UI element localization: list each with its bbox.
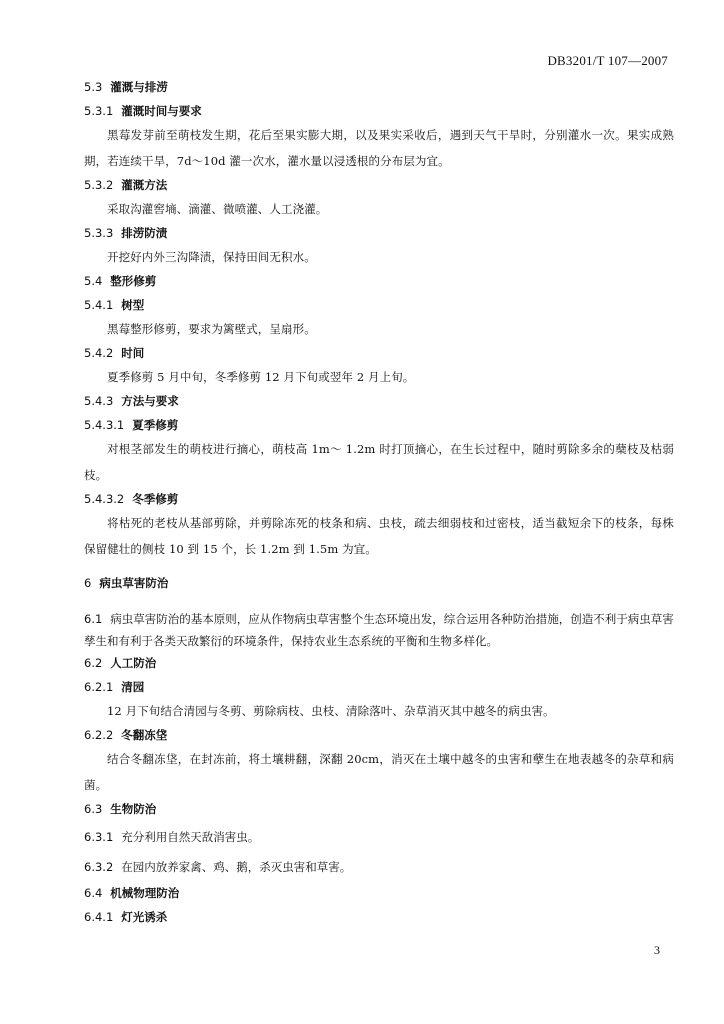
clause-title: 时间 (121, 346, 145, 360)
paragraph: 结合冬翻冻垡，在封冻前，将土壤耕翻，深翻 20cm，消灭在土壤中越冬的虫害和孽生在地表越冬的杂草和病菌。 (84, 752, 674, 792)
numbered-clause (84, 826, 674, 848)
paragraph: 黑莓发芽前至萌枝发生期，花后至果实膨大期，以及果实采收后，遇到天气干旱时，分别灌水一次。果实成熟期，若连续干旱，7d～10d 灌一次水，灌水量以浸透根的分布层为宜。 (84, 128, 674, 168)
clause-number: 5.4.3.2 (84, 492, 125, 506)
clause-number: 6.3.1 (84, 830, 114, 844)
clause-title: 灌溉与排涝 (110, 80, 168, 94)
clause-number: 5.4 (84, 274, 103, 288)
clause-heading (84, 656, 674, 670)
clause-title: 夏季修剪 (132, 418, 179, 432)
clause-text: 充分利用自然天敌消害虫。 (121, 830, 260, 844)
paragraph: 黑莓整形修剪，要求为篱壁式，呈扇形。 (107, 322, 316, 336)
clause-number: 5.3 (84, 80, 103, 94)
clause-heading (84, 728, 674, 742)
clause-number: 6.2.1 (84, 680, 114, 694)
clause-title: 冬季修剪 (132, 492, 179, 506)
clause-title: 清园 (121, 680, 145, 694)
clause-heading (84, 394, 674, 408)
clause-number: 6.2.2 (84, 728, 114, 742)
clause-number: 6.2 (84, 656, 103, 670)
clause-title: 排涝防渍 (121, 226, 168, 240)
numbered-clause (84, 608, 674, 652)
paragraph: 开挖好内外三沟降渍，保持田间无积水。 (107, 250, 316, 264)
document-code: DB3201/T 107—2007 (547, 53, 668, 68)
clause-heading (84, 418, 674, 432)
clause-text: 在园内放养家禽、鸡、鹅，杀灭虫害和草害。 (121, 860, 352, 874)
clause-number: 5.3.3 (84, 226, 114, 240)
paragraph: 采取沟灌窖墒、滴灌、微喷灌、人工浇灌。 (107, 202, 328, 216)
clause-number: 6 (84, 576, 92, 590)
clause-title: 整形修剪 (110, 274, 157, 288)
document-body (84, 80, 674, 934)
clause-number: 6.4.1 (84, 910, 114, 924)
clause-title: 灌溉方法 (121, 178, 168, 192)
clause-number: 6.1 (84, 612, 103, 626)
clause-title: 人工防治 (110, 656, 157, 670)
paragraph: 12 月下旬结合清园与冬剪、剪除病枝、虫枝、清除落叶、杂草消灭其中越冬的病虫害。 (107, 704, 555, 718)
section-heading (84, 576, 674, 590)
clause-number: 5.3.1 (84, 104, 114, 118)
clause-title: 生物防治 (110, 802, 157, 816)
clause-number: 6.4 (84, 886, 103, 900)
numbered-clause (84, 856, 674, 878)
clause-number: 6.3 (84, 802, 103, 816)
clause-number: 6.3.2 (84, 860, 114, 874)
clause-heading (84, 80, 674, 94)
clause-title: 灯光诱杀 (121, 910, 168, 924)
clause-number: 5.4.3 (84, 394, 114, 408)
clause-heading (84, 910, 674, 924)
clause-title: 病虫草害防治 (99, 576, 169, 590)
page-number: 3 (654, 943, 660, 957)
clause-heading (84, 802, 674, 816)
clause-heading (84, 178, 674, 192)
clause-heading (84, 298, 674, 312)
clause-title: 灌溉时间与要求 (121, 104, 202, 118)
paragraph: 夏季修剪 5 月中旬，冬季修剪 12 月下旬或翌年 2 月上旬。 (107, 370, 415, 384)
paragraph: 对根茎部发生的萌枝进行摘心，萌枝高 1m～ 1.2m 时打顶摘心，在生长过程中，随时剪除多余的蘖枝及枯弱枝。 (84, 442, 674, 482)
clause-title: 冬翻冻垡 (121, 728, 168, 742)
clause-heading (84, 680, 674, 694)
clause-title: 机械物理防治 (110, 886, 180, 900)
clause-text: 病虫草害防治的基本原则，应从作物病虫草害整个生态环境出发，综合运用各种防治措施，创造不利于病虫草害孳生和有利于各类天敌繁衍的环境条件，保持农业生态系统的平衡和生物多样化。 (84, 612, 674, 648)
clause-title: 方法与要求 (121, 394, 179, 408)
clause-heading (84, 886, 674, 900)
clause-number: 5.4.3.1 (84, 418, 125, 432)
paragraph: 将枯死的老枝从基部剪除，并剪除冻死的枝条和病、虫枝，疏去细弱枝和过密枝，适当截短余下的枝条，每株保留健壮的侧枝 10 到 15 个，长 1.2m 到 1.5m 为宜。 (84, 516, 674, 556)
clause-heading (84, 492, 674, 506)
clause-heading (84, 226, 674, 240)
clause-heading (84, 274, 674, 288)
clause-heading (84, 104, 674, 118)
clause-heading (84, 346, 674, 360)
clause-title: 树型 (121, 298, 145, 312)
clause-number: 5.4.1 (84, 298, 114, 312)
clause-number: 5.3.2 (84, 178, 114, 192)
clause-number: 5.4.2 (84, 346, 114, 360)
